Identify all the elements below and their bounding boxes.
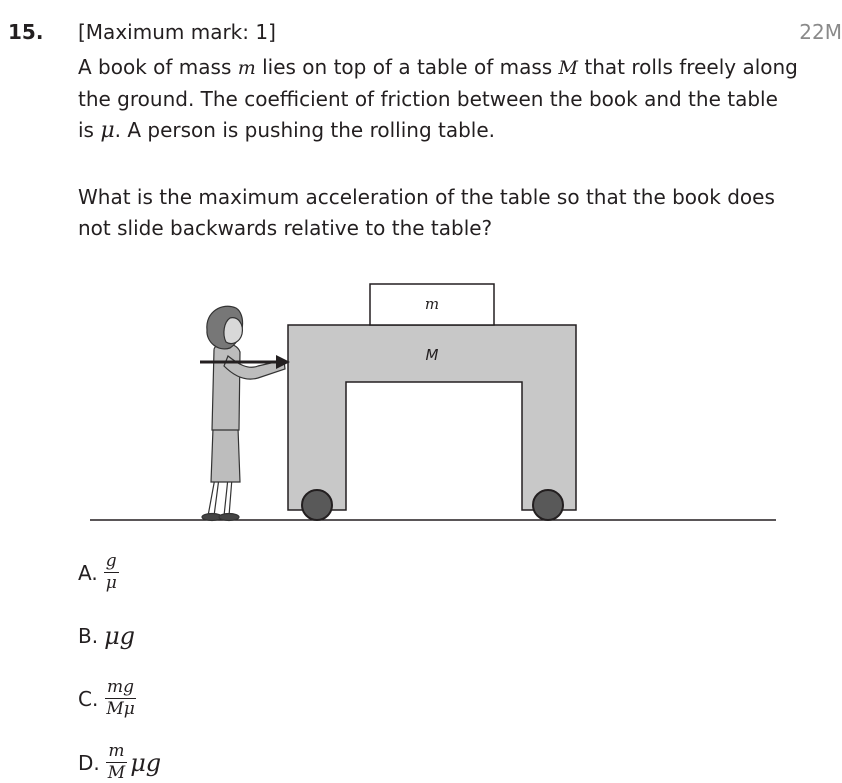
left-wheel: [302, 490, 332, 520]
fraction-g-over-mu: $\frac{g}{\mu}$: [105, 551, 117, 593]
option-c: C. $\frac{mg}{M\mu}$: [78, 677, 135, 719]
question-stem: A book of mass m lies on top of a table of mass M that rolls freely along the ground. The coefficient of friction between the book and the table is μ. A person is pushing the rolling table.: [78, 55, 798, 143]
question-prompt: What is the maximum acceleration of the table so that the book does not slide backwards relative to the table?: [78, 185, 775, 240]
fraction-mg-over-M-mu: $\frac{mg}{M\mu}$: [106, 677, 135, 719]
max-mark: [Maximum mark: 1]: [78, 20, 276, 44]
right-wheel: [533, 490, 563, 520]
var-M: M: [558, 57, 579, 79]
var-m: m: [237, 57, 256, 79]
book-label: m: [424, 295, 440, 313]
paper-code: 22M: [799, 20, 842, 44]
fraction-m-over-M: $\frac{m}{M}$: [107, 741, 126, 783]
question-number: 15.: [8, 20, 44, 44]
option-d: D. $\frac{m}{M}$ μg: [78, 741, 162, 783]
diagram: [0, 270, 836, 530]
table-label: M: [425, 346, 439, 364]
var-mu: μ: [100, 118, 115, 143]
person: [202, 306, 285, 520]
option-a: A. $\frac{g}{\mu}$: [78, 551, 117, 593]
option-b: B. μg: [78, 622, 136, 650]
